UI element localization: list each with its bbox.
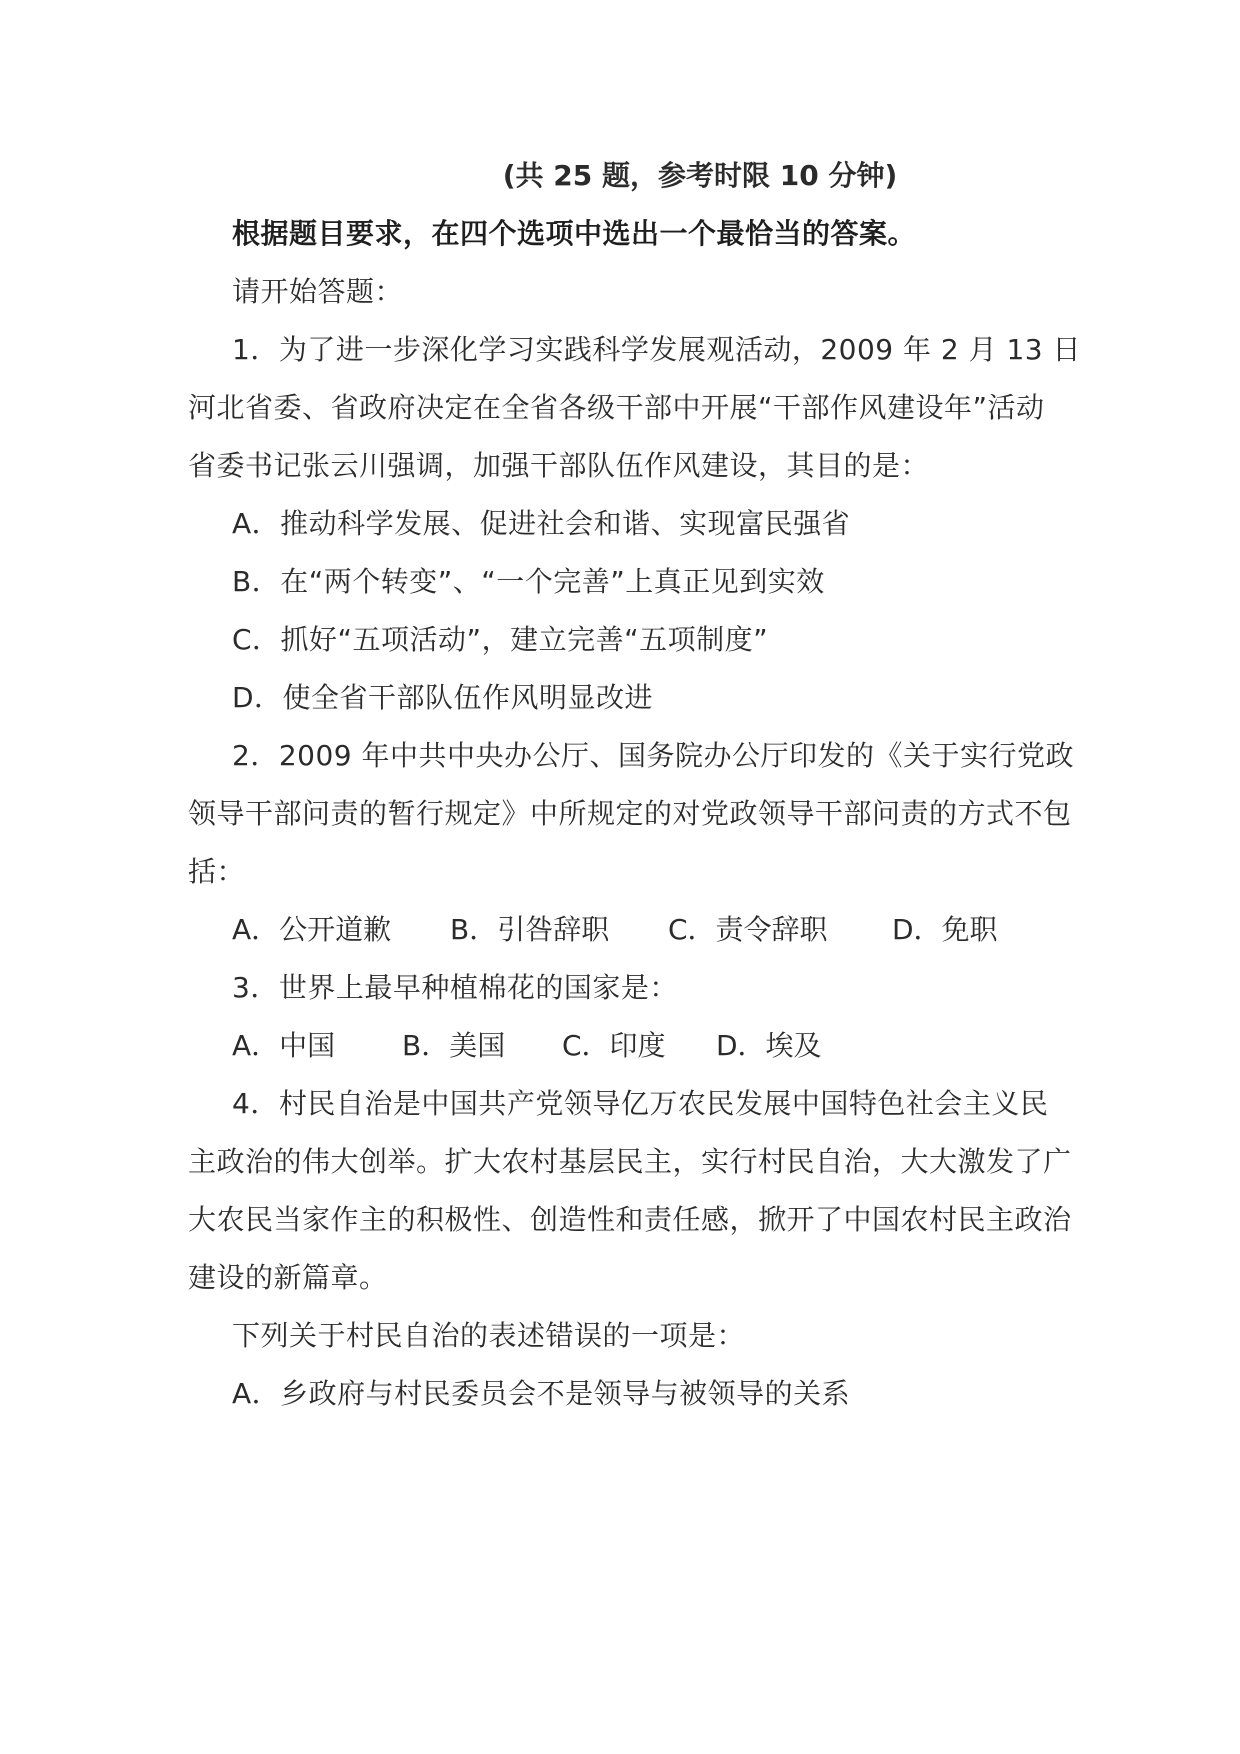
question-1-option-b: B．在“两个转变”、“一个完善”上真正见到实效 (232, 565, 825, 598)
question-4-prompt: 下列关于村民自治的表述错误的一项是： (232, 1319, 746, 1352)
exam-subtitle: (共 25 题，参考时限 10 分钟) (502, 159, 898, 192)
question-4-line-2: 主政治的伟大创举。扩大农村基层民主，实行村民自治，大大激发了广 (188, 1145, 1072, 1178)
question-3-option-b: B．美国 (402, 1029, 506, 1062)
question-1-option-d: D．使全省干部队伍作风明显改进 (232, 681, 654, 714)
question-3-option-c: C．印度 (562, 1029, 666, 1062)
question-1-option-c: C．抓好“五项活动”，建立完善“五项制度” (232, 623, 769, 656)
question-1-line-1: 1．为了进一步深化学习实践科学发展观活动，2009 年 2 月 13 日 (232, 333, 1082, 366)
question-1-line-3: 省委书记张云川强调，加强干部队伍作风建设，其目的是： (188, 449, 930, 482)
question-2-option-b: B．引咎辞职 (450, 913, 610, 946)
question-1-option-a: A．推动科学发展、促进社会和谐、实现富民强省 (232, 507, 851, 540)
question-2-line-2: 领导干部问责的暂行规定》中所规定的对党政领导干部问责的方式不包 (188, 797, 1072, 830)
question-4-line-4: 建设的新篇章。 (188, 1261, 388, 1294)
question-1-line-2: 河北省委、省政府决定在全省各级干部中开展“干部作风建设年”活动 (188, 391, 1045, 424)
question-2-option-c: C．责令辞职 (668, 913, 828, 946)
start-prompt: 请开始答题： (232, 275, 404, 308)
question-2-option-d: D．免职 (892, 913, 998, 946)
question-4-line-3: 大农民当家作主的积极性、创造性和责任感，掀开了中国农村民主政治 (188, 1203, 1072, 1236)
question-2-line-3: 括： (188, 855, 246, 888)
question-3-option-d: D．埃及 (716, 1029, 822, 1062)
question-4-option-a: A．乡政府与村民委员会不是领导与被领导的关系 (232, 1377, 851, 1410)
question-2-line-1: 2．2009 年中共中央办公厅、国务院办公厅印发的《关于实行党政 (232, 739, 1074, 772)
question-3-option-a: A．中国 (232, 1029, 336, 1062)
instruction-text: 根据题目要求，在四个选项中选出一个最恰当的答案。 (232, 217, 917, 250)
question-4-line-1: 4．村民自治是中国共产党领导亿万农民发展中国特色社会主义民 (232, 1087, 1049, 1120)
question-3-line-1: 3．世界上最早种植棉花的国家是： (232, 971, 678, 1004)
question-2-option-a: A．公开道歉 (232, 913, 392, 946)
